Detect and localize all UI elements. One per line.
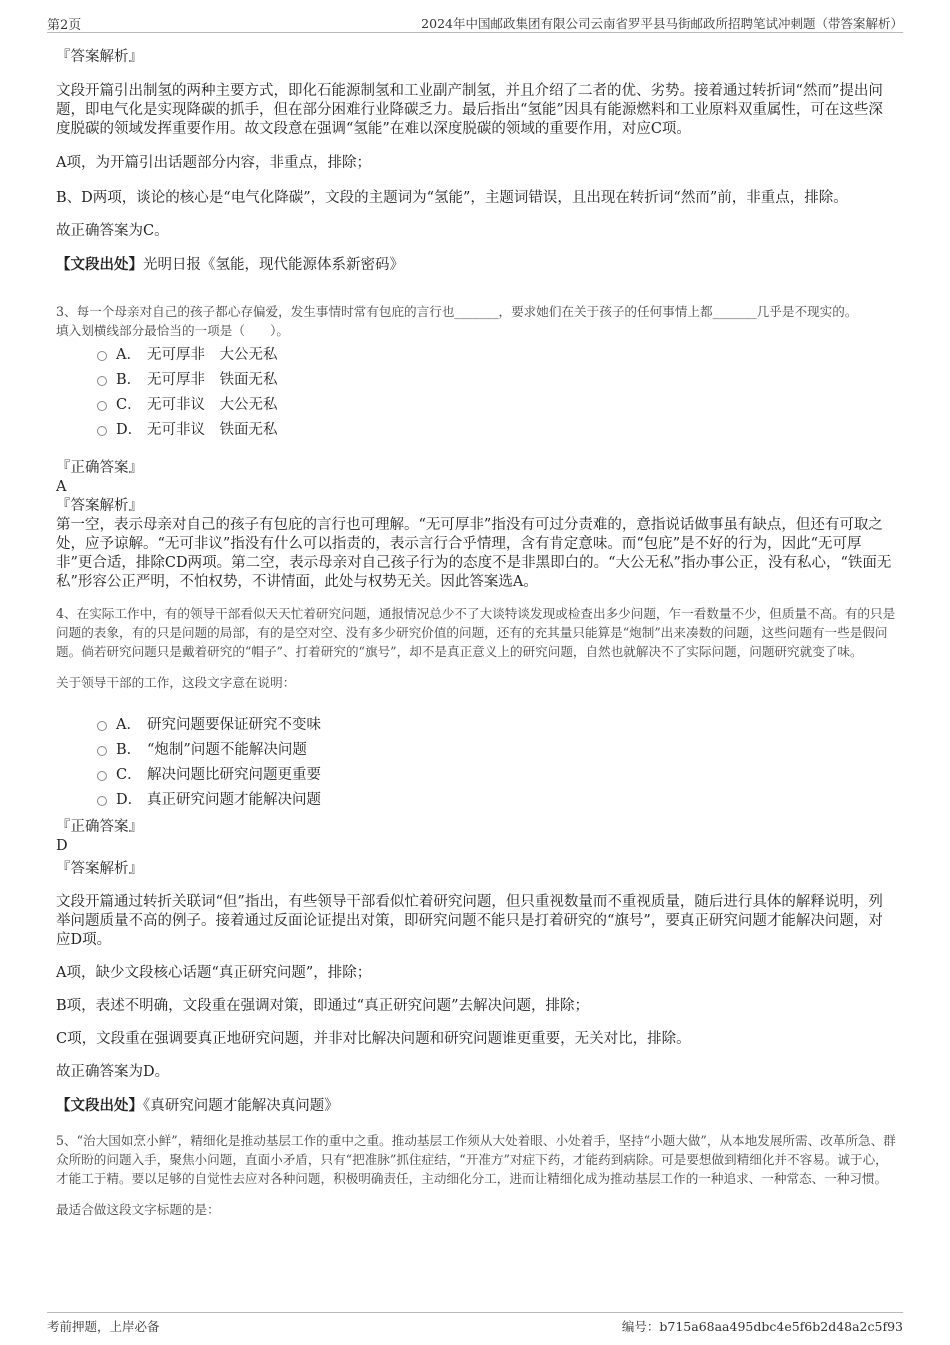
q4-option-b-note: B项，表述不明确，文段重在强调对策，即通过“真正研究问题”去解决问题，排除； [56,998,589,1014]
q2-source-text: 光明日报《氢能，现代能源体系新密码》 [143,257,404,273]
radio-icon[interactable] [97,721,107,731]
radio-icon[interactable] [97,771,107,781]
radio-icon[interactable] [97,401,107,411]
radio-icon[interactable] [97,376,107,386]
page-content [56,38,896,1219]
q4-options [56,713,896,813]
q4-option-b[interactable]: B． “炮制”问题不能解决问题 [56,738,896,763]
q4-option-a[interactable]: A． 研究问题要保证研究不变味 [56,713,896,738]
q3-option-a[interactable]: A． 无可厚非 大公无私 [56,343,896,368]
q4-option-d[interactable]: D． 真正研究问题才能解决问题 [56,788,896,813]
q4-source-text: 《真研究问题才能解决真问题》 [143,1098,339,1114]
document-id-label: 编号： [621,1319,660,1334]
document-title: 2024年中国邮政集团有限公司云南省罗平县马街邮政所招聘笔试冲刺题（带答案解析） [421,16,903,31]
q3-prompt: 填入划横线部分最恰当的一项是（ ）。 [56,323,289,338]
q4-analysis-label: 『答案解析』 [56,861,143,877]
radio-icon[interactable] [97,746,107,756]
q4-analysis-text: 文段开篇通过转折关联词“但”指出，有些领导干部看似忙着研究问题，但只重视数量而不重视质量，随后进行具体的解释说明，列举问题质量不高的例子。接着通过反面论证提出对策，即研究问题不能只是打着研究的“旗号”，要真正研究问题才能解决问题，对应D项。 [56,894,883,948]
page-number: 第2页 [47,18,82,33]
q3-option-c[interactable]: C． 无可非议 大公无私 [56,393,896,418]
q4-correct-answer: D [56,838,68,854]
q4-option-a-note: A项，缺少文段核心话题“真正研究问题”，排除； [56,965,372,981]
q4-option-c[interactable]: C． 解决问题比研究问题更重要 [56,763,896,788]
q2-option-bd-note: B、D两项，谈论的核心是“电气化降碳”，文段的主题词为“氢能”，主题词错误，且出现在转折词“然而”前，非重点，排除。 [56,190,848,206]
q2-analysis-label: 『答案解析』 [56,49,143,65]
q3-analysis-label: 『答案解析』 [56,498,143,514]
q2-source-label: 【文段出处】 [56,256,143,273]
q4-conclusion: 故正确答案为D。 [56,1064,170,1080]
q5-stem: 5、“治大国如烹小鲜”，精细化是推动基层工作的重中之重。推动基层工作须从大处着眼、小处着手，坚持“小题大做”，从本地发展所需、改革所急、群众所盼的问题入手，聚焦小问题，直面小矛盾，只有“把准脉”抓住症结，“开准方”对症下药，才能药到病除。可是要想做到精细化并不容易。诚于心，才能工于精。要以足够的自觉性去应对各种问题，积极明确责任，主动细化分工，进而让精细化成为推动基层工作的一种追求、一种常态、一种习惯。 [56,1133,896,1186]
q2-analysis-text: 文段开篇引出制氢的两种主要方式，即化石能源制氢和工业副产制氢，并且介绍了二者的优、劣势。接着通过转折词“然而”提出问题，即电气化是实现降碳的抓手，但在部分困难行业降碳乏力。最后指出“氢能”因具有能源燃料和工业原料双重属性，可在这些深度脱碳的领域发挥重要作用。故文段意在强调“氢能”在难以深度脱碳的领域的重要作用，对应C项。 [56,83,883,137]
q3-correct-label: 『正确答案』 [56,460,143,476]
page-header [47,12,903,33]
page-footer [47,1312,903,1335]
q4-stem: 4、在实际工作中，有的领导干部看似天天忙着研究问题，通报情况总少不了大谈特谈发现或检查出多少问题，乍一看数量不少，但质量不高。有的只是问题的表象，有的只是问题的局部，有的是空对空、没有多少研究价值的问题，还有的充其量只能算是“炮制”出来凑数的问题，这些问题有一些是假问题。倘若研究问题只是戴着研究的“帽子”、打着研究的“旗号”，却不是真正意义上的研究问题，自然也就解决不了实际问题，问题研究就变了味。 [56,606,896,659]
q5-prompt: 最适合做这段文字标题的是： [56,1202,220,1217]
q3-analysis-text: 第一空，表示母亲对自己的孩子有包庇的言行也可理解。“无可厚非”指没有可过分责难的，意指说话做事虽有缺点，但还有可取之处，应予谅解。“无可非议”指没有什么可以指责的，表示言行合乎情理，含有肯定意味。而“包庇”是不好的行为，因此“无可厚非”更合适，排除CD两项。第二空，表示母亲对自己孩子行为的态度不是非黑即白的。“大公无私”指办事公正，没有私心，“铁面无私”形容公正严明，不怕权势，不讲情面，此处与权势无关。因此答案选A。 [56,517,892,590]
q4-source-label: 【文段出处】 [56,1097,143,1114]
radio-icon[interactable] [97,351,107,361]
q3-correct-answer: A [56,479,67,495]
q2-conclusion: 故正确答案为C。 [56,223,169,239]
q3-option-b[interactable]: B． 无可厚非 铁面无私 [56,368,896,393]
q4-option-c-note: C项，文段重在强调要真正地研究问题，并非对比解决问题和研究问题谁更重要，无关对比，排除。 [56,1031,691,1047]
document-id [622,1317,903,1335]
footer-slogan: 考前押题，上岸必备 [47,1319,160,1334]
radio-icon[interactable] [97,796,107,806]
q2-option-a-note: A项，为开篇引出话题部分内容，非重点，排除； [56,155,371,171]
q2-source [56,255,896,275]
q4-source [56,1096,896,1116]
q4-correct-label: 『正确答案』 [56,819,143,835]
document-id-value: b715a68aa495dbc4e5f6b2d48a2c5f93 [659,1319,903,1334]
q3-option-d[interactable]: D． 无可非议 铁面无私 [56,418,896,443]
radio-icon[interactable] [97,426,107,436]
q3-stem: 3、每一个母亲对自己的孩子都心存偏爱，发生事情时常有包庇的言行也_______，要求她们在关于孩子的任何事情上都_______几乎是不现实的。 [56,304,858,319]
q3-options [56,343,896,443]
q4-prompt: 关于领导干部的工作，这段文字意在说明： [56,675,296,690]
